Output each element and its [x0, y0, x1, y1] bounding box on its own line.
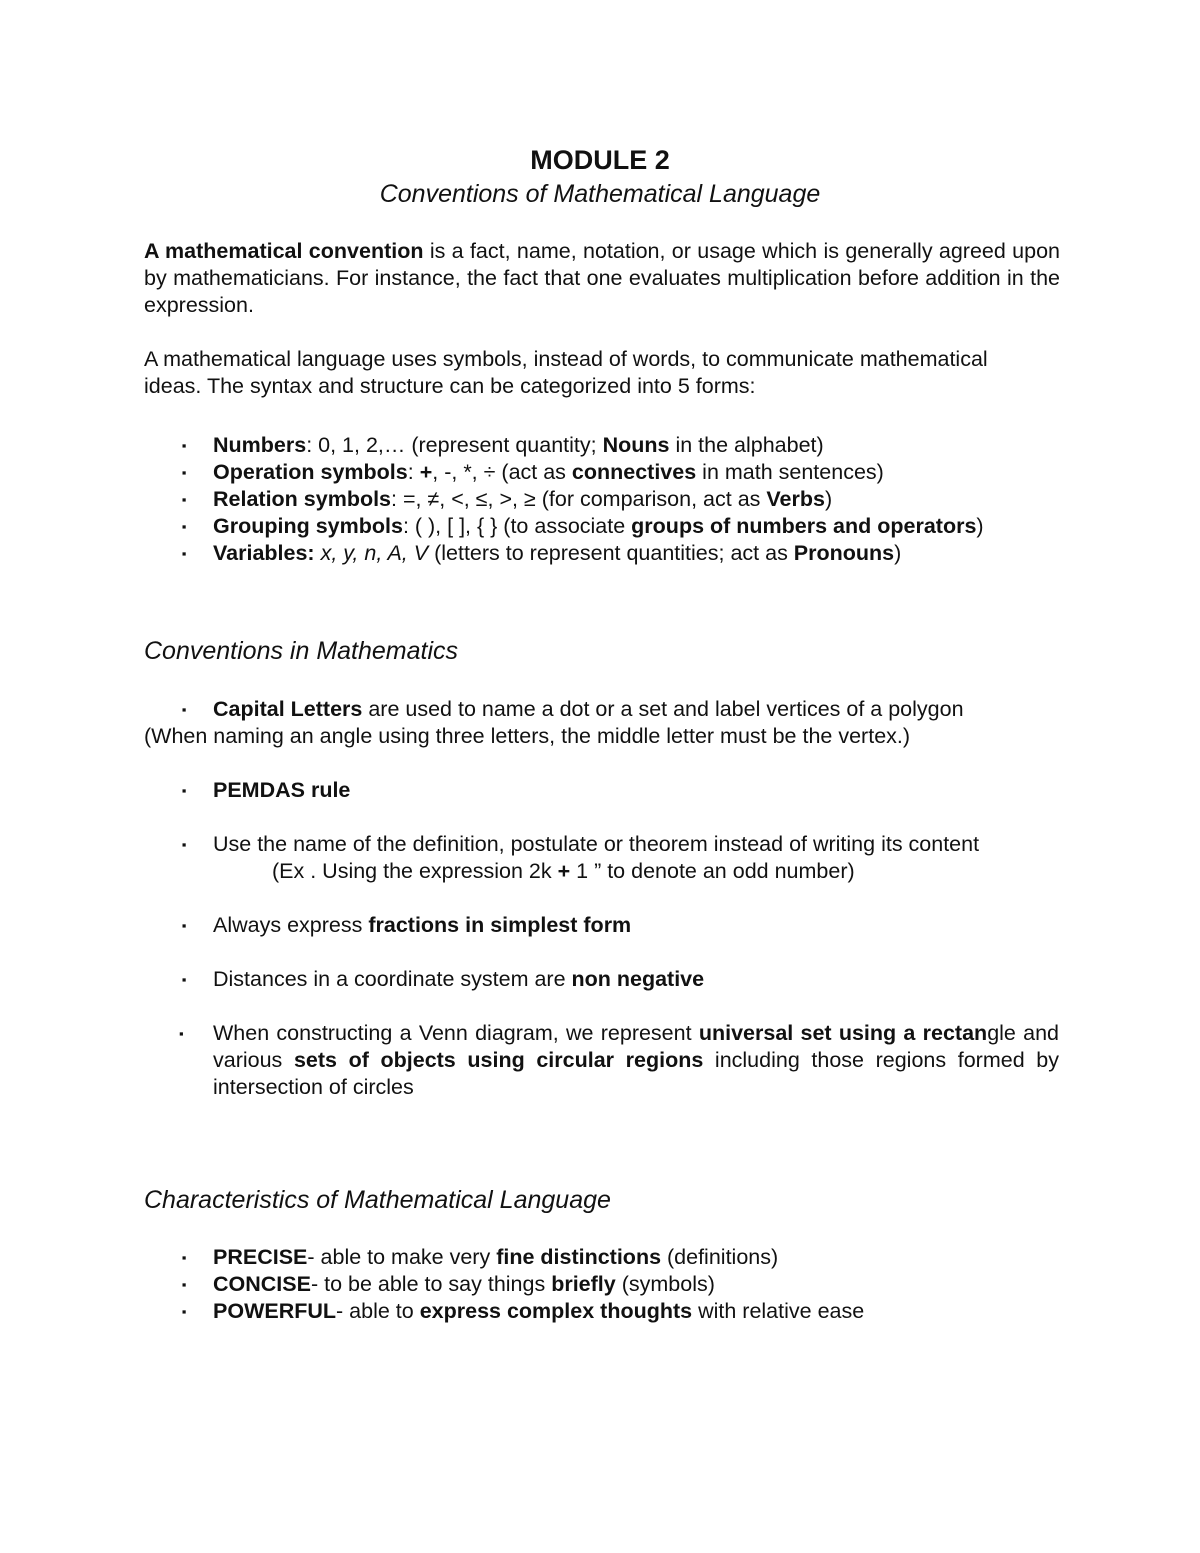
bullet-icon: ▪ [181, 1277, 187, 1292]
item-emphasis: universal set using a rectan [698, 1021, 988, 1045]
list-item-grouping-symbols [181, 513, 1073, 540]
list-item-variables [181, 540, 1073, 567]
item-emphasis: express complex thoughts [419, 1299, 693, 1323]
bullet-icon: ▪ [179, 1026, 184, 1041]
bullet-icon: ▪ [181, 783, 187, 798]
item-text: : 0, 1, 2,… (represent quantity; [306, 433, 603, 457]
definition-use-example [272, 858, 1132, 885]
bullet-icon: ▪ [181, 702, 187, 717]
item-text: with relative ease [692, 1299, 865, 1323]
bullet-icon: ▪ [181, 837, 187, 852]
definition-paragraph [144, 238, 1060, 319]
list-item-venn [179, 1020, 1060, 1101]
list-item-operation-symbols [181, 459, 1073, 486]
list-item-capital-letters [181, 696, 1073, 723]
section-heading-conventions: Conventions in Mathematics [144, 637, 459, 665]
section-heading-characteristics: Characteristics of Mathematical Language [144, 1186, 611, 1214]
item-text: (letters to represent quantities; act as [428, 541, 794, 565]
item-text: : ( ), [ ], { } (to associate [402, 514, 632, 538]
language-paragraph-line-1: A mathematical language uses symbols, instead of words, to communicate mathematical [144, 347, 988, 371]
bullet-icon: ▪ [181, 519, 187, 534]
item-text: (symbols) [615, 1272, 715, 1296]
item-term: Variables: [213, 541, 315, 565]
list-item-powerful [181, 1298, 1073, 1325]
item-emphasis: fine distinctions [496, 1245, 662, 1269]
bullet-icon: ▪ [181, 1250, 187, 1265]
bullet-icon: ▪ [181, 465, 187, 480]
bullet-icon: ▪ [181, 1304, 187, 1319]
item-text: When constructing a Venn diagram, we represent [213, 1021, 699, 1045]
page-subtitle: Conventions of Mathematical Language [379, 180, 821, 208]
bullet-icon: ▪ [181, 546, 187, 561]
capital-letters-note: (When naming an angle using three letters, the middle letter must be the vertex.) [144, 724, 911, 748]
item-text: Distances in a coordinate system are [213, 967, 572, 991]
item-emphasis: fractions in simplest form [368, 913, 632, 937]
item-emphasis: sets of objects using circular regions [293, 1048, 704, 1072]
list-item-distances [181, 966, 1073, 993]
item-term: PEMDAS rule [213, 778, 351, 802]
item-text: - able to make very [307, 1245, 497, 1269]
item-term: Numbers [213, 433, 307, 457]
list-item-numbers [181, 432, 1073, 459]
item-text: ) [824, 487, 833, 511]
item-text: (definitions) [661, 1245, 779, 1269]
list-item-definition-use [181, 831, 1073, 858]
bullet-icon: ▪ [181, 918, 187, 933]
definition-text: is a fact, name, notation, or usage which is generally agreed upon by mathematicians. For instance, the fact that one evaluates multiplication before addition in the expression. [144, 239, 1061, 317]
item-emphasis: Nouns [602, 433, 670, 457]
example-text: (Ex . Using the expression 2k [272, 859, 558, 883]
item-text: are used to name a dot or a set and label vertices of a polygon [362, 697, 964, 721]
item-text: - able to [336, 1299, 420, 1323]
item-text: including those regions formed by intersection of circles [213, 1048, 1059, 1099]
item-text: gle and various [213, 1021, 1060, 1072]
item-text: ) [894, 541, 902, 565]
bullet-icon: ▪ [181, 972, 187, 987]
list-item-pemdas [181, 777, 1073, 804]
bullet-icon: ▪ [181, 438, 187, 453]
item-emphasis: Pronouns [793, 541, 895, 565]
item-emphasis: + [419, 460, 433, 484]
item-term: PRECISE [213, 1245, 308, 1269]
item-emphasis: connectives [571, 460, 697, 484]
bullet-icon: ▪ [181, 492, 187, 507]
item-variables: x, y, n, A, V [314, 541, 429, 565]
item-text: in the alphabet) [669, 433, 824, 457]
item-text: : =, ≠, <, ≤, >, ≥ (for comparison, act as [391, 487, 767, 511]
item-term: Operation symbols [213, 460, 408, 484]
item-emphasis: Verbs [766, 487, 825, 511]
item-text: : [407, 460, 420, 484]
list-item-fractions [181, 912, 1073, 939]
item-emphasis: briefly [551, 1272, 616, 1296]
list-item-relation-symbols [181, 486, 1073, 513]
list-item-precise [181, 1244, 1073, 1271]
example-text: 1 ” to denote an odd number) [570, 859, 855, 883]
list-item-concise [181, 1271, 1073, 1298]
item-text: - to be able to say things [310, 1272, 552, 1296]
item-text: ) [976, 514, 984, 538]
item-text: Always express [213, 913, 369, 937]
page-title: MODULE 2 [530, 145, 670, 175]
definition-term: A mathematical convention [144, 239, 424, 263]
item-emphasis: non negative [571, 967, 705, 991]
item-text: Use the name of the definition, postulate or theorem instead of writing its content [213, 832, 980, 856]
item-term: Capital Letters [213, 697, 363, 721]
item-text: , -, *, ÷ (act as [432, 460, 572, 484]
item-text: in math sentences) [696, 460, 884, 484]
item-term: POWERFUL [213, 1299, 337, 1323]
item-emphasis: groups of numbers and operators [631, 514, 977, 538]
item-term: Relation symbols [213, 487, 392, 511]
language-paragraph-line-2: ideas. The syntax and structure can be categorized into 5 forms: [144, 374, 756, 398]
item-term: Grouping symbols [213, 514, 403, 538]
item-term: CONCISE [213, 1272, 311, 1296]
example-plus: + [557, 859, 571, 883]
